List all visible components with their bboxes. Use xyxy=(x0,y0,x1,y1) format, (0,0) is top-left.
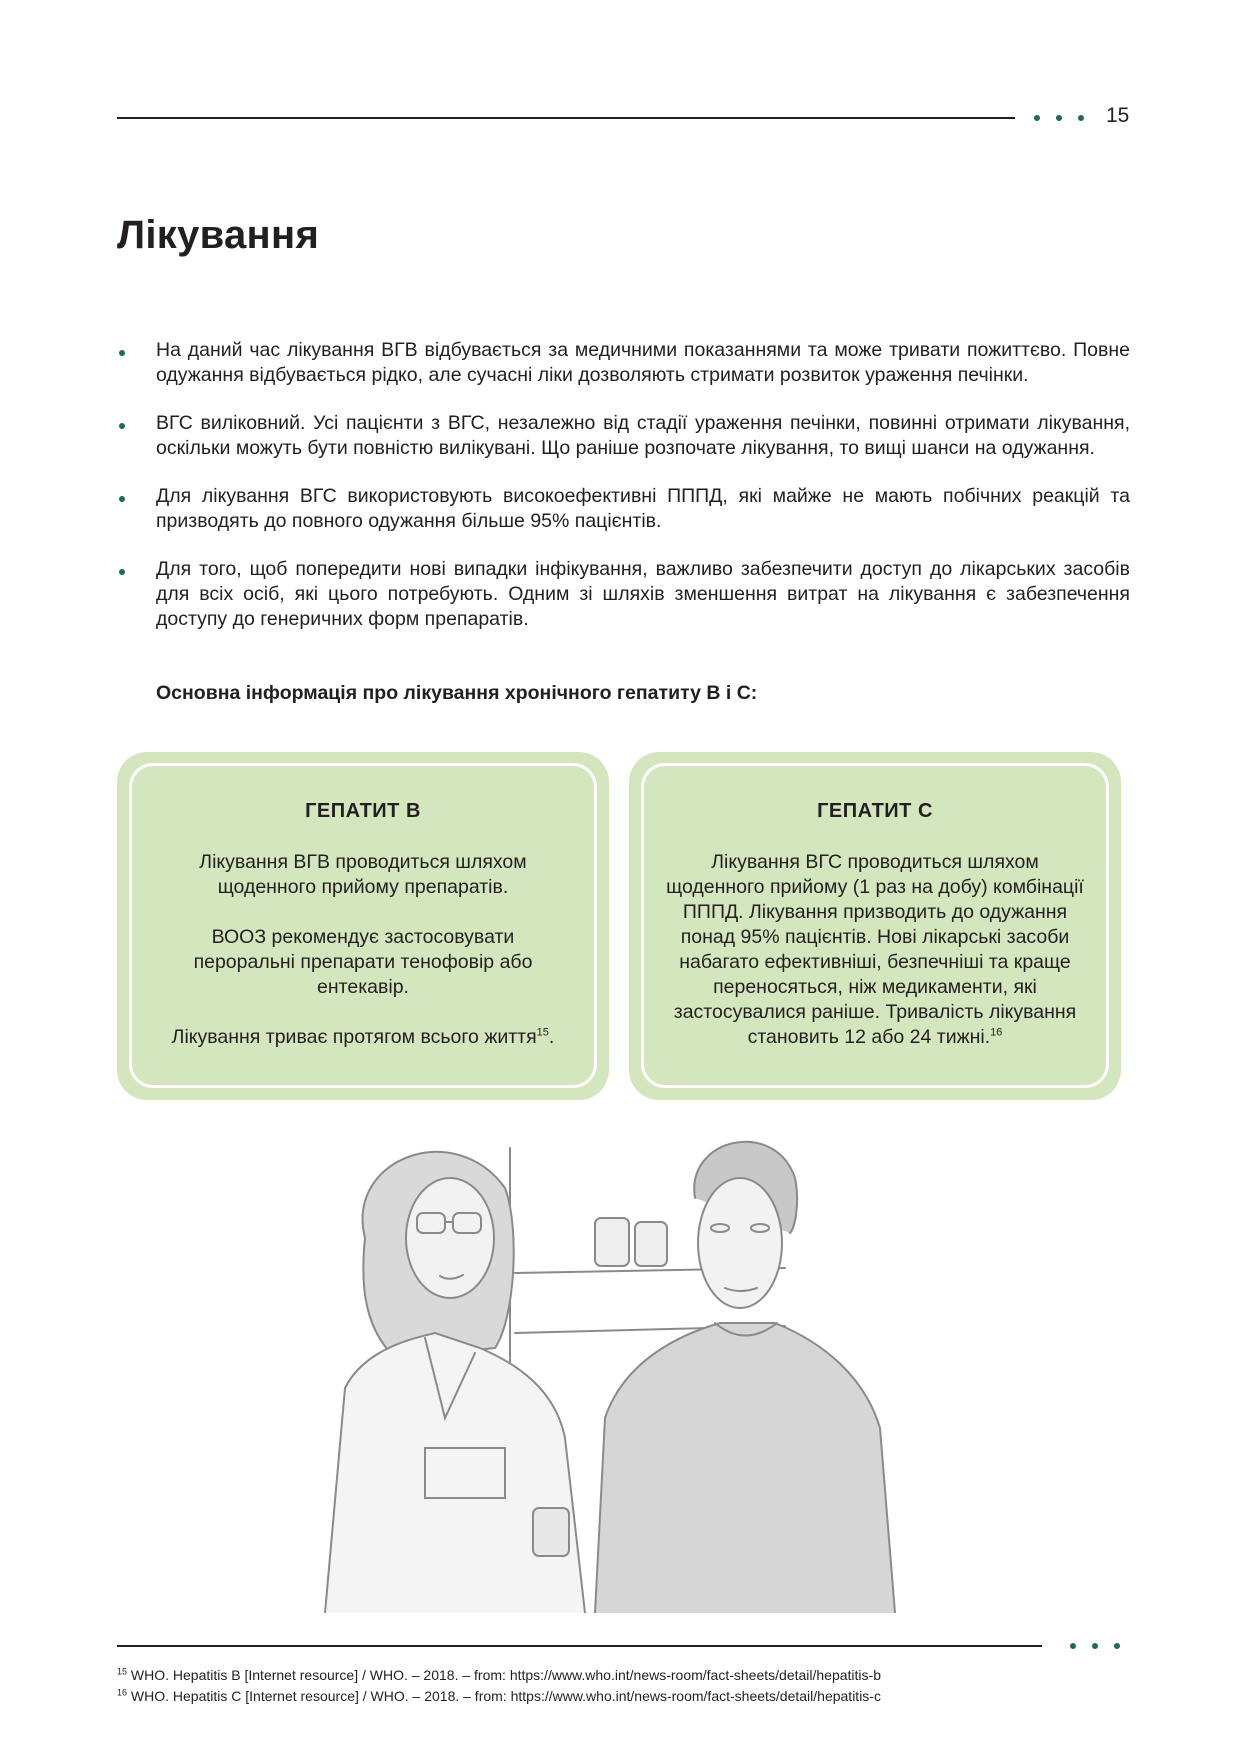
footnote-number: 16 xyxy=(117,1687,128,1698)
hepatitis-b-card xyxy=(117,752,609,1100)
bullet-item: Для лікування ВГС використовують високоефективні ПППД, які майже не мають побічних реакцій та призводять до повного одужання більше 95% пацієнтів. xyxy=(117,484,1130,534)
footnote xyxy=(117,1665,881,1686)
footnotes xyxy=(117,1665,881,1707)
footer-rule xyxy=(117,1645,1042,1647)
dot-icon xyxy=(1070,1643,1076,1649)
hepatitis-c-title: ГЕПАТИТ С xyxy=(817,800,933,822)
hepatitis-b-card-inner xyxy=(129,763,597,1088)
dot-icon xyxy=(1056,115,1062,121)
header-rule xyxy=(117,117,1015,119)
footnote-ref-16: 16 xyxy=(990,1026,1003,1039)
bullet-list xyxy=(117,338,1130,655)
hepatitis-b-text-3 xyxy=(143,1025,583,1050)
dot-icon xyxy=(1092,1643,1098,1649)
dot-icon xyxy=(1034,115,1040,121)
header-dots xyxy=(1034,115,1084,121)
footnote-number: 15 xyxy=(117,1666,128,1677)
hepatitis-c-body: Лікування ВГС проводиться шляхом щоденного прийому (1 раз на добу) комбінації ПППД. Лікування призводить до одужання понад 95% пацієнтів. Нові лікарські засоби набагато ефективніші, безпечніші та краще переносяться, ніж медикаменти, які застосувалися раніше. Тривалість лікування становить 12 або 24 тижні. xyxy=(666,851,1084,1048)
bullet-item: На даний час лікування ВГВ відбувається за медичними показаннями та може тривати пожиттєво. Повне одужання відбувається рідко, але сучасні ліки дозволяють стримати розвиток ураження печінки. xyxy=(117,338,1130,388)
hepatitis-b-text-2: ВООЗ рекомендує застосовувати пероральні препарати тенофовір або ентекавір. xyxy=(193,926,533,998)
page-number: 15 xyxy=(1106,104,1130,127)
footer-dots xyxy=(1070,1643,1120,1649)
bullet-item: Для того, щоб попередити нові випадки інфікування, важливо забезпечити доступ до лікарських засобів для всіх осіб, які цього потребують. Одним зі шляхів зменшення витрат на лікування є забезпечення доступу до генеричних форм препаратів. xyxy=(117,557,1130,632)
dot-icon xyxy=(1114,1643,1120,1649)
footnote-text: WHO. Hepatitis C [Internet resource] / WHO. – 2018. – from: https://www.who.int/news-room/fact-sheets/detail/hepatitis-c xyxy=(130,1688,881,1704)
bullet-item: ВГС виліковний. Усі пацієнти з ВГС, незалежно від стадії ураження печінки, повинні отримати лікування, оскільки можуть бути повністю вилікувані. Що раніше розпочате лікування, то вищі шанси на одужання. xyxy=(117,411,1130,461)
hepatitis-c-card-inner xyxy=(641,763,1109,1088)
footnote-ref-15: 15 xyxy=(536,1026,549,1039)
hepatitis-b-title: ГЕПАТИТ В xyxy=(305,800,421,822)
hepatitis-b-duration: Лікування триває протягом всього життя xyxy=(171,1026,537,1048)
page-title: Лікування xyxy=(117,213,320,257)
section-subtitle: Основна інформація про лікування хронічного гепатиту В і С: xyxy=(156,682,758,704)
dot-icon xyxy=(1078,115,1084,121)
hepatitis-c-text xyxy=(665,850,1085,1050)
footnote-text: WHO. Hepatitis B [Internet resource] / WHO. – 2018. – from: https://www.who.int/news-room/fact-sheets/detail/hepatitis-b xyxy=(130,1667,881,1683)
hepatitis-c-card xyxy=(629,752,1121,1100)
footnote xyxy=(117,1686,881,1707)
period: . xyxy=(548,1026,555,1048)
doctor-patient-sketch-icon xyxy=(305,1118,995,1613)
hepatitis-b-text-1: Лікування ВГВ проводиться шляхом щоденного прийому препаратів. xyxy=(199,851,527,898)
